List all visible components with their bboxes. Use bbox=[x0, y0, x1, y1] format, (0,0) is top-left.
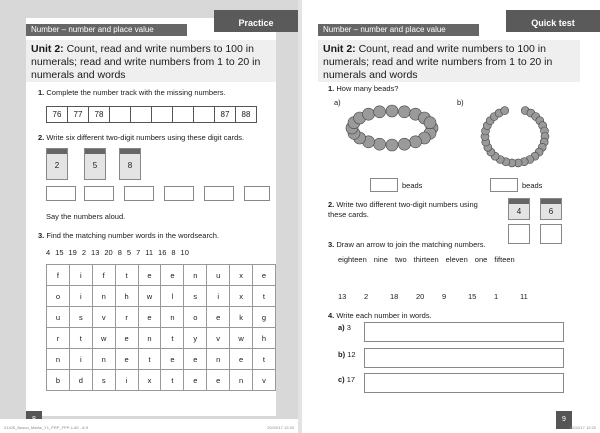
answer-box[interactable] bbox=[164, 186, 194, 201]
wordsearch-cell[interactable]: n bbox=[184, 265, 207, 286]
wordsearch-cell[interactable]: x bbox=[138, 370, 161, 391]
beads-answer-a[interactable] bbox=[370, 178, 398, 192]
wordsearch-cell[interactable]: n bbox=[230, 370, 253, 391]
wordsearch-number: 13 bbox=[91, 248, 100, 257]
wordsearch-cell[interactable]: e bbox=[230, 349, 253, 370]
numeral[interactable]: 9 bbox=[442, 292, 447, 301]
item-b: b) 12 bbox=[338, 350, 356, 359]
wordsearch-cell[interactable]: i bbox=[69, 286, 92, 307]
question-4: 4. Write each number in words. bbox=[328, 311, 432, 320]
page-number: 9 bbox=[556, 411, 572, 429]
wordsearch-cell[interactable]: r bbox=[115, 307, 138, 328]
wordsearch-cell[interactable]: t bbox=[115, 265, 138, 286]
bead bbox=[374, 106, 386, 118]
number-word[interactable]: nine bbox=[373, 255, 388, 264]
print-footer: 01426_Busuu_Maths_Y1_PRP_FPP-1-80 - 8-9 20/10/17 12:20 bbox=[0, 419, 298, 433]
wordsearch-cell[interactable]: t bbox=[253, 349, 276, 370]
left-page bbox=[0, 0, 298, 433]
wordsearch-cell[interactable]: x bbox=[230, 286, 253, 307]
wordsearch-cell[interactable]: e bbox=[161, 265, 184, 286]
wordsearch-cell[interactable]: h bbox=[115, 286, 138, 307]
wordsearch-cell[interactable]: v bbox=[207, 328, 230, 349]
bead-necklace-b bbox=[470, 98, 560, 168]
wordsearch-cell[interactable]: g bbox=[253, 307, 276, 328]
track-cell-empty[interactable] bbox=[130, 106, 152, 123]
wordsearch-number: 10 bbox=[180, 248, 189, 257]
wordsearch-cell[interactable]: t bbox=[69, 328, 92, 349]
print-footer: 20/10/17 12:20 bbox=[569, 425, 596, 430]
wordsearch-row bbox=[47, 265, 276, 286]
unit-number: Unit 2: bbox=[323, 43, 356, 55]
number-track bbox=[46, 106, 256, 124]
numeral[interactable]: 1 bbox=[494, 292, 499, 301]
answer-box[interactable] bbox=[124, 186, 154, 201]
wordsearch-number: 8 bbox=[171, 248, 176, 257]
track-cell-empty[interactable] bbox=[172, 106, 194, 123]
track-cell-empty[interactable] bbox=[109, 106, 131, 123]
bead bbox=[410, 136, 422, 148]
topic-header: Number – number and place value bbox=[318, 24, 479, 36]
digit-card: 2 bbox=[46, 148, 68, 180]
wordsearch-cell[interactable]: e bbox=[184, 349, 207, 370]
numeral[interactable]: 20 bbox=[416, 292, 425, 301]
wordsearch-number: 8 bbox=[117, 248, 122, 257]
item-c: c) 17 bbox=[338, 375, 356, 384]
wordsearch-cell[interactable]: u bbox=[47, 307, 70, 328]
wordsearch-cell[interactable]: n bbox=[207, 349, 230, 370]
say-aloud-text: Say the numbers aloud. bbox=[46, 212, 126, 221]
wordsearch-number: 19 bbox=[68, 248, 77, 257]
digit-card: 8 bbox=[119, 148, 141, 180]
answer-box-c[interactable] bbox=[364, 373, 564, 393]
unit-text: Count, read and write numbers to 100 in numerals; read and write numbers from 1 to 20 in numerals and words bbox=[31, 43, 261, 81]
track-cell-empty[interactable] bbox=[151, 106, 173, 123]
answer-box-a[interactable] bbox=[364, 322, 564, 342]
wordsearch-cell[interactable]: s bbox=[184, 286, 207, 307]
wordsearch-cell[interactable]: u bbox=[207, 265, 230, 286]
wordsearch-cell[interactable]: i bbox=[207, 286, 230, 307]
wordsearch-cell[interactable]: d bbox=[69, 370, 92, 391]
wordsearch-cell[interactable]: s bbox=[69, 307, 92, 328]
item-a: a) 3 bbox=[338, 323, 351, 332]
wordsearch-cell[interactable]: n bbox=[138, 328, 161, 349]
answer-box[interactable] bbox=[84, 186, 114, 201]
track-cell: 76 bbox=[46, 106, 68, 123]
wordsearch-cell[interactable]: n bbox=[47, 349, 70, 370]
numeral[interactable]: 13 bbox=[338, 292, 347, 301]
number-word[interactable]: thirteen bbox=[413, 255, 439, 264]
wordsearch-cell[interactable]: o bbox=[47, 286, 70, 307]
wordsearch-cell[interactable]: e bbox=[184, 370, 207, 391]
bead bbox=[398, 138, 410, 150]
wordsearch-cell[interactable]: t bbox=[253, 286, 276, 307]
question-2: 2. Write two different two-digit numbers using these cards. bbox=[328, 200, 478, 219]
question-1: 1. How many beads? bbox=[328, 84, 399, 93]
wordsearch-cell[interactable]: e bbox=[115, 328, 138, 349]
wordsearch-cell[interactable]: e bbox=[138, 265, 161, 286]
practice-tab: Practice bbox=[214, 10, 298, 32]
number-word[interactable]: fifteen bbox=[494, 255, 515, 264]
wordsearch-cell[interactable]: o bbox=[184, 307, 207, 328]
number-words bbox=[338, 255, 522, 265]
right-page bbox=[302, 0, 600, 433]
wordsearch-cell[interactable]: f bbox=[92, 265, 115, 286]
beads-answer-b[interactable] bbox=[490, 178, 518, 192]
track-cell-empty[interactable] bbox=[193, 106, 215, 123]
numeral[interactable]: 18 bbox=[390, 292, 399, 301]
wordsearch-number: 4 bbox=[46, 248, 51, 257]
wordsearch-cell[interactable]: e bbox=[207, 307, 230, 328]
wordsearch-cell[interactable]: w bbox=[92, 328, 115, 349]
wordsearch-row bbox=[47, 286, 276, 307]
wordsearch-number: 5 bbox=[126, 248, 132, 257]
wordsearch-number: 15 bbox=[55, 248, 64, 257]
unit-title bbox=[318, 40, 580, 82]
number-word[interactable]: eleven bbox=[445, 255, 468, 264]
wordsearch-number: 7 bbox=[136, 248, 141, 257]
wordsearch-cell[interactable]: y bbox=[184, 328, 207, 349]
wordsearch-cell[interactable]: v bbox=[253, 370, 276, 391]
unit-text: Count, read and write numbers to 100 in numerals; read and write numbers from 1 to 20 in numerals and words bbox=[323, 43, 553, 81]
wordsearch-row bbox=[47, 307, 276, 328]
digit-card: 5 bbox=[84, 148, 106, 180]
wordsearch-cell[interactable]: s bbox=[92, 370, 115, 391]
wordsearch-cell[interactable]: e bbox=[138, 307, 161, 328]
answer-box[interactable] bbox=[204, 186, 234, 201]
wordsearch-cell[interactable]: t bbox=[161, 328, 184, 349]
track-cell: 88 bbox=[235, 106, 257, 123]
wordsearch-number: 2 bbox=[81, 248, 87, 257]
bead bbox=[424, 117, 436, 129]
answer-box[interactable] bbox=[508, 224, 530, 244]
quick-test-tab: Quick test bbox=[506, 10, 600, 32]
bead bbox=[363, 108, 375, 120]
question-1: 1. Complete the number track with the missing numbers. bbox=[38, 88, 226, 97]
bead bbox=[386, 139, 398, 151]
number-word[interactable]: two bbox=[394, 255, 407, 264]
wordsearch-cell[interactable]: i bbox=[69, 349, 92, 370]
track-cell: 87 bbox=[214, 106, 236, 123]
wordsearch-number: 20 bbox=[104, 248, 113, 257]
answer-box[interactable] bbox=[244, 186, 270, 201]
question-3: 3. Find the matching number words in the wordsearch. bbox=[38, 231, 219, 240]
wordsearch-cell[interactable]: f bbox=[47, 265, 70, 286]
bead bbox=[386, 105, 398, 117]
wordsearch-cell[interactable]: t bbox=[161, 370, 184, 391]
numerals bbox=[338, 292, 558, 302]
wordsearch-cell[interactable]: w bbox=[230, 328, 253, 349]
beads-label: beads bbox=[402, 181, 423, 190]
number-word[interactable]: one bbox=[474, 255, 488, 264]
wordsearch-cell[interactable]: b bbox=[47, 370, 70, 391]
wordsearch-cell[interactable]: e bbox=[207, 370, 230, 391]
answer-box[interactable] bbox=[46, 186, 76, 201]
wordsearch-row bbox=[47, 328, 276, 349]
unit-title bbox=[26, 40, 276, 82]
topic-header: Number – number and place value bbox=[26, 24, 187, 36]
bead-necklace-a bbox=[342, 100, 442, 160]
wordsearch-cell[interactable]: l bbox=[161, 286, 184, 307]
unit-number: Unit 2: bbox=[31, 43, 64, 55]
numeral[interactable]: 2 bbox=[364, 292, 369, 301]
question-3: 3. Draw an arrow to join the matching numbers. bbox=[328, 240, 486, 249]
digit-card: 4 bbox=[508, 198, 530, 220]
bead bbox=[501, 107, 509, 115]
wordsearch-cell[interactable]: r bbox=[47, 328, 70, 349]
part-a-label: a) bbox=[334, 98, 341, 107]
wordsearch-row bbox=[47, 349, 276, 370]
numeral[interactable]: 11 bbox=[520, 292, 528, 301]
track-cell: 78 bbox=[88, 106, 110, 123]
question-2: 2. Write six different two-digit numbers using these digit cards. bbox=[38, 133, 245, 142]
wordsearch-number: 11 bbox=[145, 248, 154, 257]
part-b-label: b) bbox=[457, 98, 464, 107]
digit-card: 6 bbox=[540, 198, 562, 220]
numeral[interactable]: 15 bbox=[468, 292, 477, 301]
answer-box-b[interactable] bbox=[364, 348, 564, 368]
wordsearch-cell[interactable]: i bbox=[69, 265, 92, 286]
wordsearch-numbers bbox=[46, 248, 276, 258]
wordsearch-cell[interactable]: n bbox=[92, 349, 115, 370]
wordsearch-number: 16 bbox=[158, 248, 167, 257]
wordsearch-cell[interactable]: i bbox=[115, 370, 138, 391]
wordsearch-cell[interactable]: n bbox=[161, 307, 184, 328]
wordsearch-grid bbox=[46, 264, 276, 391]
wordsearch-cell[interactable]: n bbox=[92, 286, 115, 307]
wordsearch-cell[interactable]: h bbox=[253, 328, 276, 349]
wordsearch-cell[interactable]: e bbox=[161, 349, 184, 370]
beads-label: beads bbox=[522, 181, 543, 190]
wordsearch-cell[interactable]: v bbox=[92, 307, 115, 328]
wordsearch-cell[interactable]: t bbox=[138, 349, 161, 370]
answer-box[interactable] bbox=[540, 224, 562, 244]
wordsearch-cell[interactable]: x bbox=[230, 265, 253, 286]
wordsearch-row bbox=[47, 370, 276, 391]
bead bbox=[374, 138, 386, 150]
bead bbox=[398, 106, 410, 118]
wordsearch-cell[interactable]: k bbox=[230, 307, 253, 328]
track-cell: 77 bbox=[67, 106, 89, 123]
wordsearch-cell[interactable]: e bbox=[253, 265, 276, 286]
number-word[interactable]: eighteen bbox=[338, 255, 367, 264]
wordsearch-cell[interactable]: w bbox=[138, 286, 161, 307]
wordsearch-cell[interactable]: e bbox=[115, 349, 138, 370]
